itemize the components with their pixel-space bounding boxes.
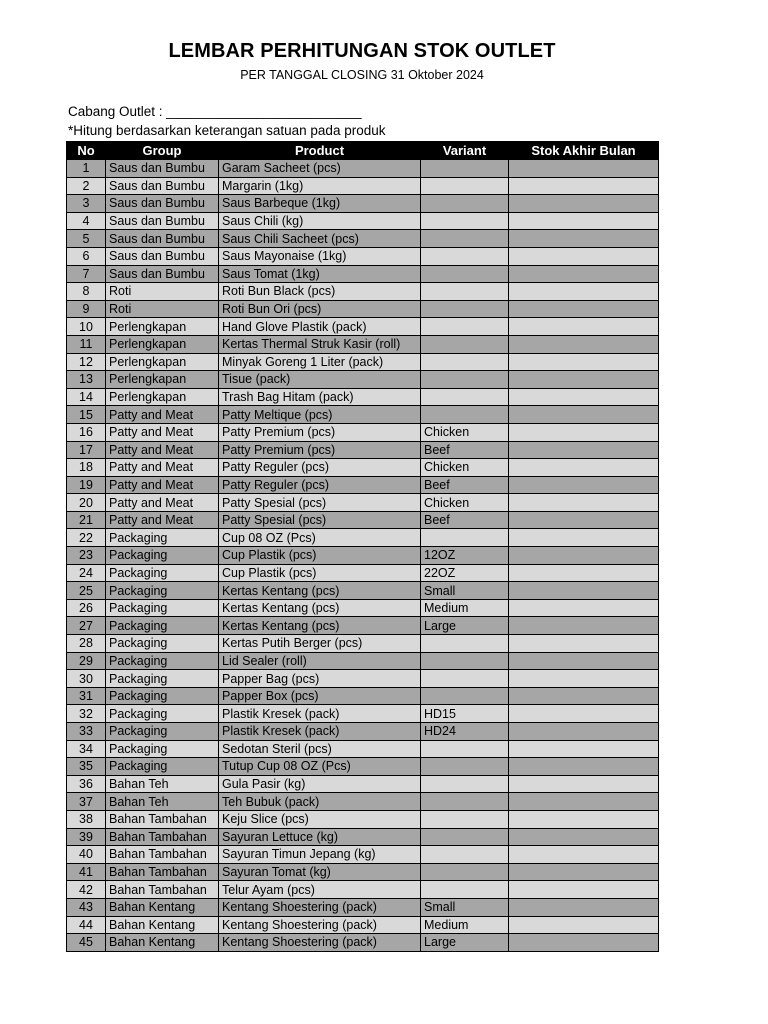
row-stok-akhir-cell[interactable]: [509, 564, 659, 582]
row-stok-akhir-cell[interactable]: [509, 511, 659, 529]
row-product: Kentang Shoestering (pack): [219, 898, 421, 916]
row-number: 8: [67, 283, 106, 301]
row-variant: Beef: [421, 511, 509, 529]
table-row: [67, 810, 659, 828]
row-variant: [421, 828, 509, 846]
table-row: [67, 265, 659, 283]
row-stok-akhir-cell[interactable]: [509, 793, 659, 811]
row-stok-akhir-cell[interactable]: [509, 353, 659, 371]
column-header-product: Product: [219, 142, 421, 160]
table-row: [67, 529, 659, 547]
row-variant: [421, 758, 509, 776]
row-variant: [421, 212, 509, 230]
table-row: [67, 353, 659, 371]
table-row: [67, 846, 659, 864]
row-stok-akhir-cell[interactable]: [509, 705, 659, 723]
row-stok-akhir-cell[interactable]: [509, 934, 659, 952]
row-variant: [421, 740, 509, 758]
row-stok-akhir-cell[interactable]: [509, 300, 659, 318]
table-row: [67, 898, 659, 916]
row-stok-akhir-cell[interactable]: [509, 881, 659, 899]
row-number: 2: [67, 177, 106, 195]
row-group: Packaging: [106, 705, 219, 723]
row-group: Bahan Kentang: [106, 898, 219, 916]
row-variant: Beef: [421, 441, 509, 459]
table-row: [67, 758, 659, 776]
row-group: Packaging: [106, 529, 219, 547]
table-row: [67, 881, 659, 899]
row-number: 28: [67, 635, 106, 653]
table-row: [67, 828, 659, 846]
row-product: Kentang Shoestering (pack): [219, 916, 421, 934]
row-number: 39: [67, 828, 106, 846]
row-product: Saus Chili (kg): [219, 212, 421, 230]
row-product: Kentang Shoestering (pack): [219, 934, 421, 952]
row-product: Patty Spesial (pcs): [219, 494, 421, 512]
row-group: Packaging: [106, 617, 219, 635]
row-number: 1: [67, 160, 106, 178]
counting-note: *Hitung berdasarkan keterangan satuan pada produk: [68, 123, 386, 138]
row-product: Hand Glove Plastik (pack): [219, 318, 421, 336]
row-product: Tisue (pack): [219, 371, 421, 389]
row-product: Keju Slice (pcs): [219, 810, 421, 828]
row-group: Saus dan Bumbu: [106, 177, 219, 195]
row-stok-akhir-cell[interactable]: [509, 423, 659, 441]
row-product: Sayuran Timun Jepang (kg): [219, 846, 421, 864]
row-group: Bahan Tambahan: [106, 881, 219, 899]
column-header-no: No: [67, 142, 106, 160]
row-variant: [421, 529, 509, 547]
row-number: 42: [67, 881, 106, 899]
row-variant: Beef: [421, 476, 509, 494]
row-group: Patty and Meat: [106, 494, 219, 512]
row-product: Papper Box (pcs): [219, 687, 421, 705]
table-row: [67, 195, 659, 213]
row-number: 40: [67, 846, 106, 864]
table-row: [67, 388, 659, 406]
row-stok-akhir-cell[interactable]: [509, 265, 659, 283]
row-product: Teh Bubuk (pack): [219, 793, 421, 811]
row-stok-akhir-cell[interactable]: [509, 740, 659, 758]
row-stok-akhir-cell[interactable]: [509, 406, 659, 424]
row-stok-akhir-cell[interactable]: [509, 441, 659, 459]
row-group: Perlengkapan: [106, 371, 219, 389]
table-row: [67, 177, 659, 195]
row-stok-akhir-cell[interactable]: [509, 335, 659, 353]
row-product: Cup Plastik (pcs): [219, 564, 421, 582]
row-group: Perlengkapan: [106, 353, 219, 371]
table-row: [67, 160, 659, 178]
closing-date-subtitle: PER TANGGAL CLOSING 31 Oktober 2024: [240, 68, 484, 82]
row-variant: [421, 230, 509, 248]
table-row: [67, 775, 659, 793]
table-row: [67, 564, 659, 582]
row-product: Saus Tomat (1kg): [219, 265, 421, 283]
row-product: Tutup Cup 08 OZ (Pcs): [219, 758, 421, 776]
table-row: [67, 670, 659, 688]
table-row: [67, 212, 659, 230]
row-product: Garam Sacheet (pcs): [219, 160, 421, 178]
table-row: [67, 476, 659, 494]
row-number: 22: [67, 529, 106, 547]
row-variant: Small: [421, 582, 509, 600]
row-number: 33: [67, 723, 106, 741]
row-group: Packaging: [106, 635, 219, 653]
table-row: [67, 582, 659, 600]
row-stok-akhir-cell[interactable]: [509, 494, 659, 512]
row-variant: Small: [421, 898, 509, 916]
row-group: Bahan Kentang: [106, 934, 219, 952]
row-group: Perlengkapan: [106, 335, 219, 353]
row-product: Papper Bag (pcs): [219, 670, 421, 688]
row-product: Saus Chili Sacheet (pcs): [219, 230, 421, 248]
row-product: Kertas Kentang (pcs): [219, 599, 421, 617]
row-variant: [421, 793, 509, 811]
table-row: [67, 406, 659, 424]
row-number: 21: [67, 511, 106, 529]
row-variant: Large: [421, 617, 509, 635]
row-product: Patty Premium (pcs): [219, 441, 421, 459]
row-product: Kertas Putih Berger (pcs): [219, 635, 421, 653]
row-number: 37: [67, 793, 106, 811]
row-number: 5: [67, 230, 106, 248]
row-group: Packaging: [106, 687, 219, 705]
table-row: [67, 247, 659, 265]
row-product: Plastik Kresek (pack): [219, 705, 421, 723]
row-variant: HD24: [421, 723, 509, 741]
row-variant: Chicken: [421, 423, 509, 441]
row-group: Packaging: [106, 547, 219, 565]
row-group: Bahan Tambahan: [106, 828, 219, 846]
row-number: 12: [67, 353, 106, 371]
row-stok-akhir-cell[interactable]: [509, 723, 659, 741]
row-number: 6: [67, 247, 106, 265]
page-title: LEMBAR PERHITUNGAN STOK OUTLET: [168, 40, 556, 62]
row-group: Packaging: [106, 599, 219, 617]
row-product: Patty Premium (pcs): [219, 423, 421, 441]
row-stok-akhir-cell[interactable]: [509, 388, 659, 406]
row-group: Bahan Teh: [106, 793, 219, 811]
row-group: Bahan Tambahan: [106, 810, 219, 828]
row-product: Sayuran Tomat (kg): [219, 863, 421, 881]
row-variant: [421, 177, 509, 195]
row-number: 45: [67, 934, 106, 952]
row-number: 17: [67, 441, 106, 459]
row-number: 34: [67, 740, 106, 758]
row-variant: [421, 283, 509, 301]
row-stok-akhir-cell[interactable]: [509, 635, 659, 653]
row-variant: [421, 846, 509, 864]
row-number: 4: [67, 212, 106, 230]
row-group: Bahan Tambahan: [106, 863, 219, 881]
table-row: [67, 723, 659, 741]
row-group: Saus dan Bumbu: [106, 195, 219, 213]
row-number: 11: [67, 335, 106, 353]
row-variant: 22OZ: [421, 564, 509, 582]
row-product: Patty Reguler (pcs): [219, 476, 421, 494]
row-group: Saus dan Bumbu: [106, 212, 219, 230]
table-row: [67, 934, 659, 952]
row-variant: [421, 353, 509, 371]
stock-table: [66, 141, 659, 952]
row-number: 9: [67, 300, 106, 318]
row-product: Telur Ayam (pcs): [219, 881, 421, 899]
row-number: 16: [67, 423, 106, 441]
row-group: Packaging: [106, 758, 219, 776]
row-variant: [421, 247, 509, 265]
row-stok-akhir-cell[interactable]: [509, 775, 659, 793]
column-header-variant: Variant: [421, 142, 509, 160]
row-variant: [421, 635, 509, 653]
row-product: Roti Bun Black (pcs): [219, 283, 421, 301]
row-group: Packaging: [106, 740, 219, 758]
row-variant: [421, 687, 509, 705]
row-number: 3: [67, 195, 106, 213]
row-product: Kertas Thermal Struk Kasir (roll): [219, 335, 421, 353]
row-group: Perlengkapan: [106, 388, 219, 406]
row-group: Bahan Teh: [106, 775, 219, 793]
row-number: 19: [67, 476, 106, 494]
row-stok-akhir-cell[interactable]: [509, 846, 659, 864]
row-variant: [421, 881, 509, 899]
row-group: Saus dan Bumbu: [106, 265, 219, 283]
table-row: [67, 511, 659, 529]
row-variant: [421, 775, 509, 793]
row-variant: Chicken: [421, 494, 509, 512]
column-header-stok-akhir: Stok Akhir Bulan: [509, 142, 659, 160]
table-row: [67, 705, 659, 723]
row-variant: 12OZ: [421, 547, 509, 565]
row-number: 35: [67, 758, 106, 776]
row-stok-akhir-cell[interactable]: [509, 617, 659, 635]
table-row: [67, 494, 659, 512]
row-number: 26: [67, 599, 106, 617]
table-row: [67, 300, 659, 318]
row-variant: [421, 388, 509, 406]
table-row: [67, 441, 659, 459]
table-row: [67, 371, 659, 389]
table-row: [67, 230, 659, 248]
row-group: Patty and Meat: [106, 441, 219, 459]
row-product: Plastik Kresek (pack): [219, 723, 421, 741]
row-number: 44: [67, 916, 106, 934]
row-stok-akhir-cell[interactable]: [509, 582, 659, 600]
row-stok-akhir-cell[interactable]: [509, 318, 659, 336]
row-stok-akhir-cell[interactable]: [509, 529, 659, 547]
row-product: Kertas Kentang (pcs): [219, 617, 421, 635]
row-number: 27: [67, 617, 106, 635]
row-product: Cup 08 OZ (Pcs): [219, 529, 421, 547]
row-stok-akhir-cell[interactable]: [509, 670, 659, 688]
row-group: Packaging: [106, 652, 219, 670]
row-number: 25: [67, 582, 106, 600]
row-number: 20: [67, 494, 106, 512]
row-variant: Chicken: [421, 459, 509, 477]
table-header-row: [67, 142, 659, 160]
row-group: Packaging: [106, 723, 219, 741]
row-variant: [421, 160, 509, 178]
table-row: [67, 740, 659, 758]
row-stok-akhir-cell[interactable]: [509, 283, 659, 301]
row-product: Sayuran Lettuce (kg): [219, 828, 421, 846]
table-body: [67, 160, 659, 952]
row-product: Patty Reguler (pcs): [219, 459, 421, 477]
row-group: Packaging: [106, 564, 219, 582]
row-group: Packaging: [106, 670, 219, 688]
row-number: 23: [67, 547, 106, 565]
row-stok-akhir-cell[interactable]: [509, 177, 659, 195]
row-product: Patty Meltique (pcs): [219, 406, 421, 424]
row-stok-akhir-cell[interactable]: [509, 371, 659, 389]
row-group: Patty and Meat: [106, 511, 219, 529]
table-row: [67, 687, 659, 705]
row-stok-akhir-cell[interactable]: [509, 687, 659, 705]
row-group: Bahan Tambahan: [106, 846, 219, 864]
row-variant: Medium: [421, 916, 509, 934]
row-number: 32: [67, 705, 106, 723]
row-group: Saus dan Bumbu: [106, 247, 219, 265]
table-row: [67, 635, 659, 653]
row-group: Patty and Meat: [106, 406, 219, 424]
row-product: Trash Bag Hitam (pack): [219, 388, 421, 406]
row-product: Sedotan Steril (pcs): [219, 740, 421, 758]
row-group: Packaging: [106, 582, 219, 600]
table-row: [67, 863, 659, 881]
row-variant: Medium: [421, 599, 509, 617]
row-group: Patty and Meat: [106, 476, 219, 494]
row-group: Saus dan Bumbu: [106, 230, 219, 248]
row-stok-akhir-cell[interactable]: [509, 247, 659, 265]
row-product: Saus Mayonaise (1kg): [219, 247, 421, 265]
row-product: Saus Barbeque (1kg): [219, 195, 421, 213]
row-stok-akhir-cell[interactable]: [509, 652, 659, 670]
row-group: Roti: [106, 300, 219, 318]
row-variant: [421, 670, 509, 688]
row-group: Roti: [106, 283, 219, 301]
row-number: 18: [67, 459, 106, 477]
table-row: [67, 318, 659, 336]
table-row: [67, 459, 659, 477]
table-row: [67, 793, 659, 811]
row-variant: [421, 335, 509, 353]
row-product: Patty Spesial (pcs): [219, 511, 421, 529]
row-stok-akhir-cell[interactable]: [509, 863, 659, 881]
row-stok-akhir-cell[interactable]: [509, 459, 659, 477]
row-group: Patty and Meat: [106, 459, 219, 477]
row-number: 24: [67, 564, 106, 582]
row-stok-akhir-cell[interactable]: [509, 599, 659, 617]
row-variant: [421, 810, 509, 828]
row-stok-akhir-cell[interactable]: [509, 195, 659, 213]
table-row: [67, 283, 659, 301]
row-stok-akhir-cell[interactable]: [509, 898, 659, 916]
row-variant: [421, 195, 509, 213]
row-stok-akhir-cell[interactable]: [509, 160, 659, 178]
row-variant: [421, 863, 509, 881]
row-stok-akhir-cell[interactable]: [509, 476, 659, 494]
row-variant: [421, 265, 509, 283]
row-number: 31: [67, 687, 106, 705]
row-variant: [421, 406, 509, 424]
row-group: Perlengkapan: [106, 318, 219, 336]
table-row: [67, 617, 659, 635]
table-row: [67, 423, 659, 441]
cabang-outlet-field[interactable]: Cabang Outlet : __________________________: [68, 104, 362, 119]
row-variant: HD15: [421, 705, 509, 723]
table-row: [67, 599, 659, 617]
row-variant: Large: [421, 934, 509, 952]
row-number: 36: [67, 775, 106, 793]
row-product: Margarin (1kg): [219, 177, 421, 195]
row-stok-akhir-cell[interactable]: [509, 547, 659, 565]
row-number: 13: [67, 371, 106, 389]
row-number: 43: [67, 898, 106, 916]
table-row: [67, 547, 659, 565]
row-group: Bahan Kentang: [106, 916, 219, 934]
row-product: Roti Bun Ori (pcs): [219, 300, 421, 318]
row-variant: [421, 371, 509, 389]
row-product: Kertas Kentang (pcs): [219, 582, 421, 600]
row-group: Saus dan Bumbu: [106, 160, 219, 178]
row-stok-akhir-cell[interactable]: [509, 212, 659, 230]
row-group: Patty and Meat: [106, 423, 219, 441]
row-number: 14: [67, 388, 106, 406]
table-row: [67, 335, 659, 353]
row-product: Minyak Goreng 1 Liter (pack): [219, 353, 421, 371]
table-row: [67, 652, 659, 670]
row-variant: [421, 300, 509, 318]
row-number: 41: [67, 863, 106, 881]
row-product: Gula Pasir (kg): [219, 775, 421, 793]
row-stok-akhir-cell[interactable]: [509, 810, 659, 828]
row-stok-akhir-cell[interactable]: [509, 758, 659, 776]
row-number: 10: [67, 318, 106, 336]
row-number: 15: [67, 406, 106, 424]
row-number: 7: [67, 265, 106, 283]
table-row: [67, 916, 659, 934]
row-number: 29: [67, 652, 106, 670]
row-product: Lid Sealer (roll): [219, 652, 421, 670]
row-number: 30: [67, 670, 106, 688]
row-variant: [421, 652, 509, 670]
row-stok-akhir-cell[interactable]: [509, 230, 659, 248]
row-number: 38: [67, 810, 106, 828]
row-product: Cup Plastik (pcs): [219, 547, 421, 565]
row-stok-akhir-cell[interactable]: [509, 916, 659, 934]
row-variant: [421, 318, 509, 336]
column-header-group: Group: [106, 142, 219, 160]
row-stok-akhir-cell[interactable]: [509, 828, 659, 846]
